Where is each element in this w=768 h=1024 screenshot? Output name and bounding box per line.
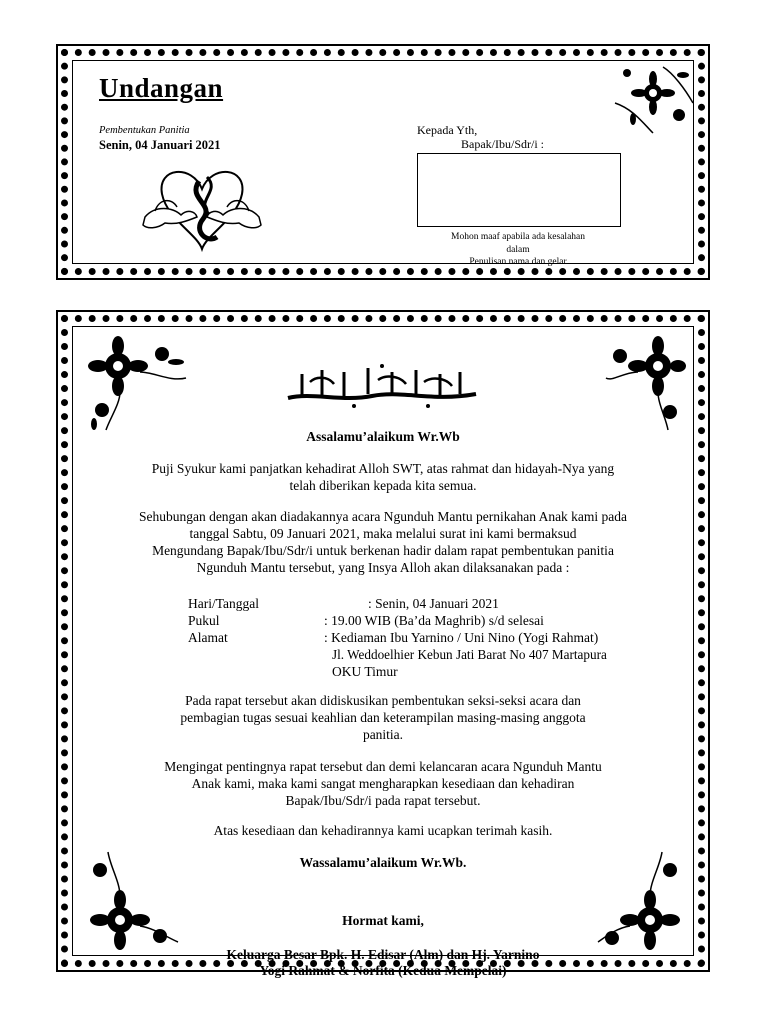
text-line: Pada rapat tersebut akan didiskusikan pembentukan seksi-seksi acara dan [185, 693, 581, 708]
detail-address-line-3: OKU Timur [332, 664, 398, 679]
paragraph-announcement [62, 508, 704, 576]
card-subtitle: Pembentukan Panitia [99, 125, 190, 136]
closing-greeting: Wassalamu’alaikum Wr.Wb. [299, 855, 467, 870]
signatory-family: Keluarga Besar Bpk. H. Edisar (Alm) dan Hj. Yarnino [226, 947, 540, 962]
greeting: Assalamu’alaikum Wr.Wb [306, 429, 460, 444]
invitation-letter-card [56, 310, 710, 978]
to-label: Kepada Yth, [417, 123, 478, 137]
floral-corner-ornament [613, 63, 695, 135]
invitation-envelope-card [56, 44, 710, 280]
detail-date-label: Hari/Tanggal [188, 596, 260, 611]
apology-note [413, 231, 623, 269]
floral-corner-top-left-icon [80, 332, 190, 432]
detail-address-value: : Kediaman Ibu Yarnino / Uni Nino (Yogi Rahmat) [324, 630, 599, 645]
detail-date-value: : Senin, 04 Januari 2021 [368, 596, 499, 611]
detail-time-label: Pukul [188, 613, 220, 628]
detail-address-label: Alamat [188, 630, 228, 645]
paragraph-request [66, 758, 700, 809]
text-line: panitia. [362, 727, 404, 742]
card-date: Senin, 04 Januari 2021 [99, 138, 221, 152]
text-line: Mengundang Bapak/Ibu/Sdr/i untuk berkenan hadir dalam rapat pembentukan panitia [152, 543, 614, 558]
text-line: Puji Syukur kami panjatkan kehadirat Alloh SWT, atas rahmat dan hidayah-Nya yang [151, 461, 615, 476]
doves-heart-emblem [137, 159, 267, 259]
recipient-label: Bapak/Ibu/Sdr/i : [461, 137, 544, 151]
apology-line-2: dalam [506, 244, 530, 255]
text-line: Sehubungan dengan akan diadakannya acara Ngunduh Mantu pernikahan Anak kami pada [138, 509, 628, 524]
apology-line-1: Mohon maaf apabila ada kesalahan [451, 232, 585, 242]
basmalah-calligraphy-icon [282, 362, 482, 412]
paragraph-agenda [66, 692, 700, 743]
text-line: tanggal Sabtu, 09 Januari 2021, maka melalui surat ini kami bermaksud [189, 526, 577, 541]
apology-line-3: Penulisan nama dan gelar [469, 257, 567, 267]
detail-time-value: : 19.00 WIB (Ba’da Maghrib) s/d selesai [324, 613, 544, 628]
text-line: Bapak/Ibu/Sdr/i pada rapat tersebut. [285, 793, 481, 808]
recipient-name-box [417, 153, 621, 227]
text-line: Ngunduh Mantu tersebut, yang Insya Alloh akan dilaksanakan pada : [196, 560, 570, 575]
sign-off-label: Hormat kami, [342, 913, 424, 928]
card-inner-panel [72, 60, 694, 267]
card-title: Undangan [99, 73, 224, 103]
text-line: Anak kami, maka kami sangat mengharapkan kesediaan dan kehadiran [191, 776, 575, 791]
paragraph-gratitude [66, 460, 700, 494]
text-line: pembagian tugas sesuai keahlian dan keterampilan masing-masing anggota [180, 710, 586, 725]
floral-corner-top-right-icon [604, 332, 688, 432]
signatory-couple: Yogi Rahmat & Norfita (Kedua Mempelai) [259, 963, 507, 978]
thanks-line: Atas kesediaan dan kehadirannya kami ucapkan terimah kasih. [213, 823, 553, 838]
text-line: telah diberikan kepada kita semua. [289, 478, 477, 493]
detail-address-line-2: Jl. Weddoelhier Kebun Jati Barat No 407 Martapura [332, 647, 607, 662]
text-line: Mengingat pentingnya rapat tersebut dan demi kelancaran acara Ngunduh Mantu [164, 759, 602, 774]
